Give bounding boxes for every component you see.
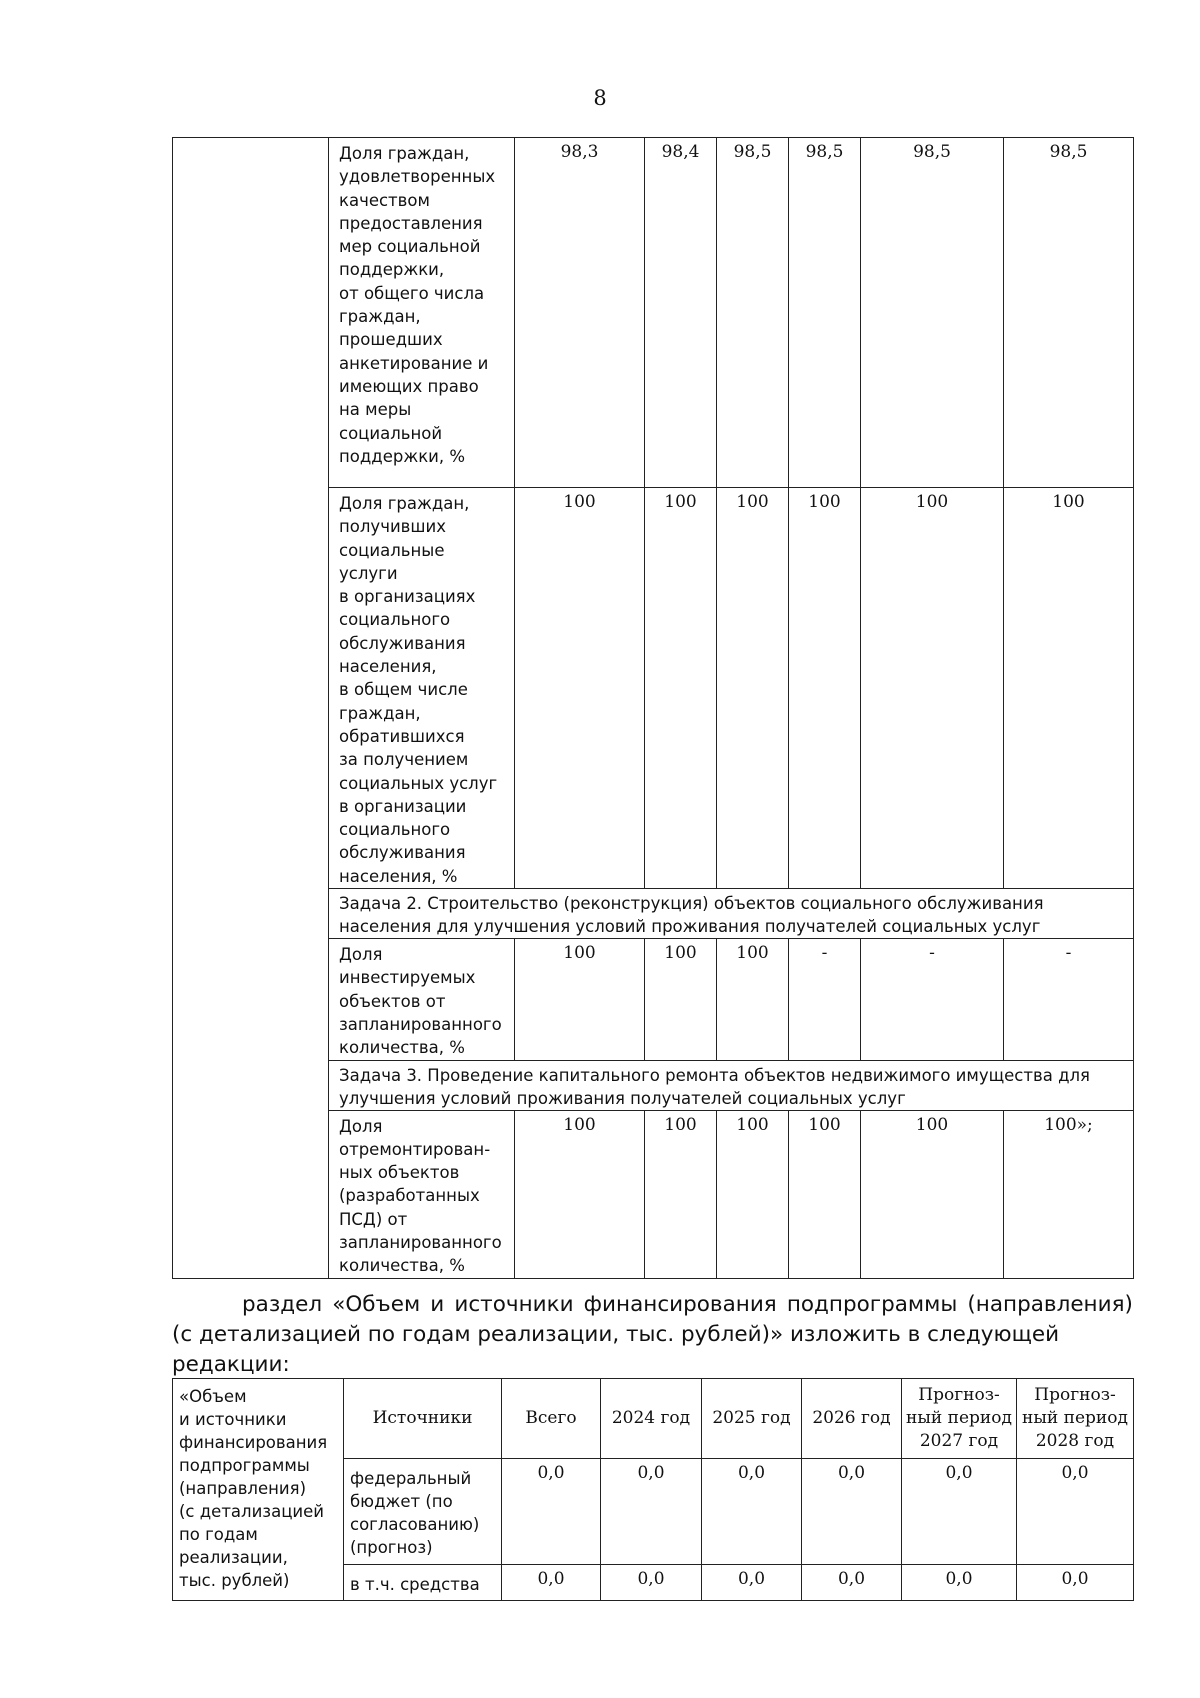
financing-table xyxy=(172,1378,1134,1601)
paragraph-word: финансирования xyxy=(583,1292,777,1317)
value-cell: 98,5 xyxy=(717,138,789,488)
column-header: Всего xyxy=(502,1379,601,1459)
paragraph-word: раздел xyxy=(242,1292,323,1317)
empty-left-column xyxy=(173,138,329,1279)
column-header: 2025 год xyxy=(702,1379,802,1459)
indicator-cell: Доля граждан, получивших социальные услуги в организациях социального обслуживания населения, в общем числе граждан, обратившихся за получением социальных услуг в организации социального обслуживания населения, % xyxy=(329,488,515,889)
indicators-table xyxy=(172,137,1134,1279)
column-header: Прогноз- ный период 2028 год xyxy=(1017,1379,1134,1459)
page-number: 8 xyxy=(593,86,607,110)
value-cell: 100 xyxy=(717,1110,789,1278)
task-heading: Задача 2. Строительство (реконструкция) объектов социального обслуживания населения для улучшения условий проживания получателей социальных услуг xyxy=(329,889,1134,939)
value-cell: 100 xyxy=(515,488,645,889)
indicator-cell: Доля граждан, удовлетворенных качеством предоставления мер социальной поддержки, от общего числа граждан, прошедших анкетирование и имеющих право на меры социальной поддержки, % xyxy=(329,138,515,488)
paragraph-word: и xyxy=(430,1292,445,1317)
value-cell: 98,5 xyxy=(1004,138,1134,488)
value-cell: 100 xyxy=(861,488,1004,889)
source-cell: в т.ч. средства xyxy=(344,1565,502,1601)
paragraph-word: подпрограммы xyxy=(786,1292,958,1317)
value-cell: 0,0 xyxy=(802,1459,902,1565)
paragraph-line-2: (с детализацией по годам реализации, тыс. рублей)» изложить в следующей редакции: xyxy=(172,1322,1060,1377)
value-cell: - xyxy=(861,939,1004,1060)
value-cell: 100 xyxy=(645,939,717,1060)
value-cell: 100»; xyxy=(1004,1110,1134,1278)
value-cell: 100 xyxy=(717,488,789,889)
task-heading: Задача 3. Проведение капитального ремонта объектов недвижимого имущества для улучшения условий проживания получателей социальных услуг xyxy=(329,1060,1134,1110)
value-cell: 0,0 xyxy=(601,1565,702,1601)
amendment-paragraph xyxy=(172,1290,1133,1380)
column-header: Источники xyxy=(344,1379,502,1459)
value-cell: 0,0 xyxy=(702,1565,802,1601)
value-cell: - xyxy=(1004,939,1134,1060)
paragraph-word: (направления) xyxy=(967,1292,1133,1317)
value-cell: 100 xyxy=(645,1110,717,1278)
source-cell: федеральный бюджет (по согласованию) (прогноз) xyxy=(344,1459,502,1565)
value-cell: 100 xyxy=(789,488,861,889)
value-cell: 0,0 xyxy=(802,1565,902,1601)
value-cell: 100 xyxy=(645,488,717,889)
value-cell: 98,4 xyxy=(645,138,717,488)
value-cell: 100 xyxy=(515,1110,645,1278)
table-row xyxy=(173,138,1134,488)
value-cell: 98,3 xyxy=(515,138,645,488)
column-header: 2026 год xyxy=(802,1379,902,1459)
paragraph-word: «Объем xyxy=(332,1292,421,1317)
financing-side-label: «Объем и источники финансирования подпрограммы (направления) (с детализацией по годам реализации, тыс. рублей) xyxy=(173,1379,344,1601)
value-cell: 98,5 xyxy=(861,138,1004,488)
paragraph-line-1 xyxy=(172,1290,1133,1320)
value-cell: 0,0 xyxy=(902,1459,1017,1565)
column-header: Прогноз- ный период 2027 год xyxy=(902,1379,1017,1459)
value-cell: 0,0 xyxy=(902,1565,1017,1601)
value-cell: 100 xyxy=(515,939,645,1060)
paragraph-word: источники xyxy=(454,1292,574,1317)
indicator-cell: Доля инвестируемых объектов от запланированного количества, % xyxy=(329,939,515,1060)
table-header-row xyxy=(173,1379,1134,1459)
value-cell: 0,0 xyxy=(702,1459,802,1565)
value-cell: - xyxy=(789,939,861,1060)
column-header: 2024 год xyxy=(601,1379,702,1459)
value-cell: 0,0 xyxy=(502,1459,601,1565)
value-cell: 0,0 xyxy=(601,1459,702,1565)
indicator-cell: Доля отремонтирован- ных объектов (разработанных ПСД) от запланированного количества, % xyxy=(329,1110,515,1278)
value-cell: 98,5 xyxy=(789,138,861,488)
value-cell: 0,0 xyxy=(502,1565,601,1601)
value-cell: 0,0 xyxy=(1017,1565,1134,1601)
value-cell: 0,0 xyxy=(1017,1459,1134,1565)
value-cell: 100 xyxy=(789,1110,861,1278)
value-cell: 100 xyxy=(717,939,789,1060)
value-cell: 100 xyxy=(1004,488,1134,889)
value-cell: 100 xyxy=(861,1110,1004,1278)
